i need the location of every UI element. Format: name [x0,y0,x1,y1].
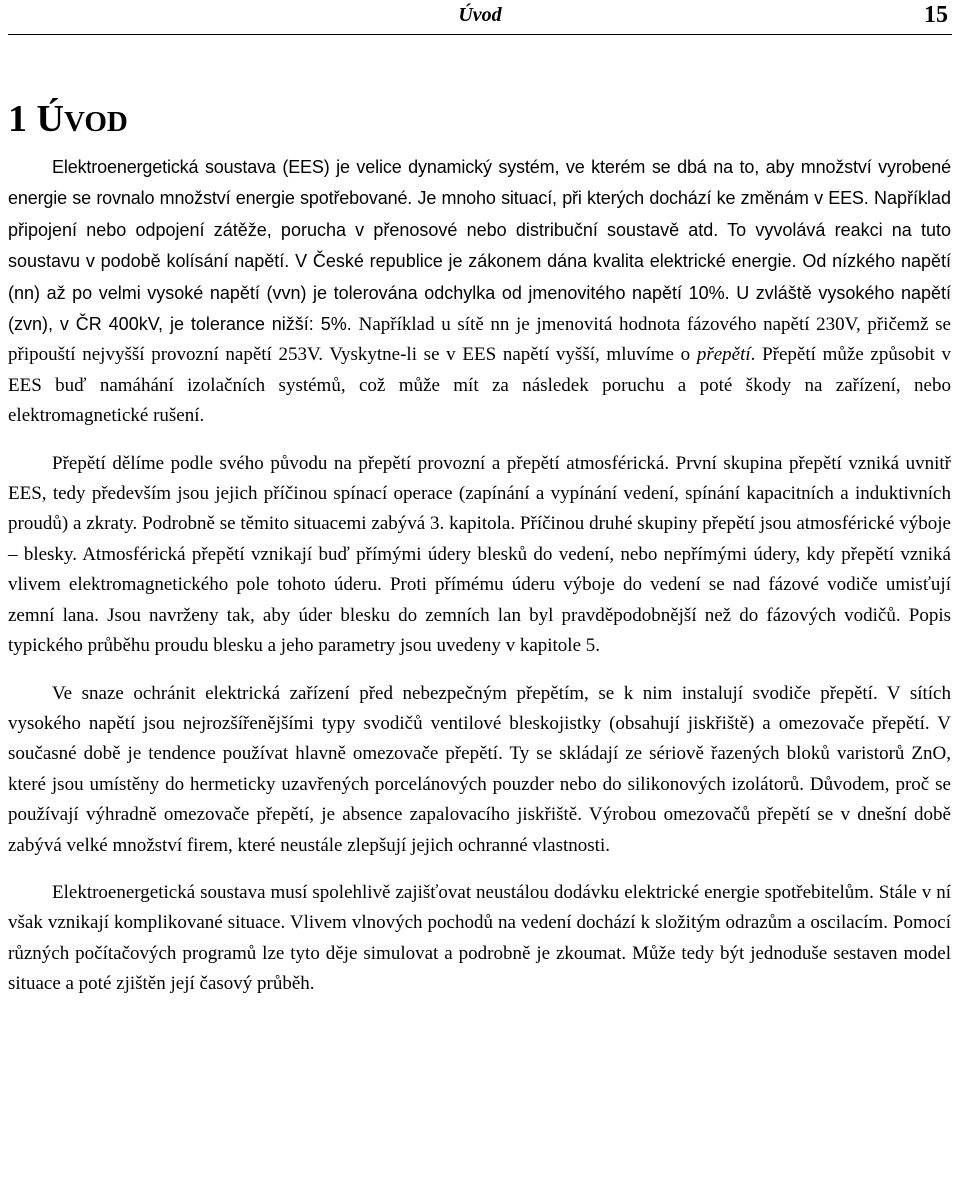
overvoltage-term: přepětí [696,344,751,366]
paragraph-1-part-a: Elektroenergetická soustava (EES) je velice dynamický systém, ve kterém se dbá na to, aby množství vyrobené energie se rovnalo množství energie spotřebované. Je mnoho situací, při kterých dochází ke změnám v EES. [8,157,951,209]
chapter-heading [8,94,128,147]
paragraph-2: Přepětí dělíme podle svého původu na přepětí provozní a přepětí atmosférická. První skupina přepětí vzniká uvnitř EES, tedy především jsou jejich příčinou spínací operace (zapínání a vypínání vedení, spínání kapacitních a induktivních proudů) a zkraty. Podrobně se těmito situacemi zabývá 3. kapitola. Příčinou druhé skupiny přepětí jsou atmosférické výboje – blesky. Atmosférická přepětí vznikají buď přímými údery blesků do vedení, nebo nepřímými údery, kdy přepětí vzniká vlivem elektromagnetického pole tohoto úderu. Proti přímému úderu výboje do vedení se nad fázové vodiče umisťují zemní lana. Jsou navrženy tak, aby úder blesku do zemních lan byl pravděpodobnější než do fázových vodičů. Popis typického průběhu proudu blesku a jeho parametry jsou uvedeny v kapitole 5. [8,452,951,657]
chapter-title-initial: Ú [36,98,64,140]
paragraph-1-part-b: Například připojení nebo odpojení zátěže, porucha v přenosové nebo distribuční soustavě atd. To vyvolává reakci na tuto soustavu v podobě kolísání napětí. V České republice je zákonem dána kvalita elektrické energie. Od nízkého napětí (nn) až po velmi vysoké napětí (vvn) je tolerována odchylka od jmenovitého napětí 10%. U zvláště vysokého napětí (zvn), v ČR 400kV, je tolerance nižší: 5%. [8,188,951,335]
paragraph-3: Ve snaze ochránit elektrická zařízení před nebezpečným přepětím, se k nim instalují svodiče přepětí. V sítích vysokého napětí jsou nejrozšířenějšími typy svodičů ventilové bleskojistky (obsahují jiskřiště) a omezovače přepětí. V současné době je tendence používat hlavně omezovače přepětí. Ty se skládají ze sériově řazených bloků varistorů ZnO, které jsou umístěny do hermeticky uzavřených porcelánových pouzder nebo do silikonových izolátorů. Důvodem, proč se používají výhradně omezovače přepětí, je absence zapalovacího jiskřiště. Výrobou omezovačů přepětí se v dnešní době zabývá velké množství firem, které neustále zlepšují jejich ochranné vlastnosti. [8,682,951,856]
page-number: 15 [924,2,948,28]
chapter-number: 1 [8,98,27,140]
paragraph-1-part-c: Například u sítě nn je jmenovitá hodnota fázového napětí 230V, přičemž se připouští nejvyšší provozní napětí 253V. Vyskytne-li se v EES napětí vyšší, mluvíme o [8,314,951,366]
body-text [8,152,951,1000]
paragraph-1 [8,152,951,432]
chapter-title-rest: VOD [63,106,128,138]
paragraph-1-part-e: . Přepětí může způsobit v EES buď namáhání izolačních systémů, což může mít za následek poruchu a poté škody na zařízení, nebo elektromagnetické rušení. [8,344,951,427]
paragraph-4: Elektroenergetická soustava musí spolehlivě zajišťovat neustálou dodávku elektrické energie spotřebitelům. Stále v ní však vznikají komplikované situace. Vlivem vlnových pochodů na vedení dochází k složitým odrazům a oscilacím. Pomocí různých počítačových programů lze tyto děje simulovat a podrobně je zkoumat. Může tedy být jednoduše sestaven model situace a poté zjištěn její časový průběh. [8,881,951,995]
running-header [8,0,952,35]
header-chapter-title: Úvod [458,4,502,26]
